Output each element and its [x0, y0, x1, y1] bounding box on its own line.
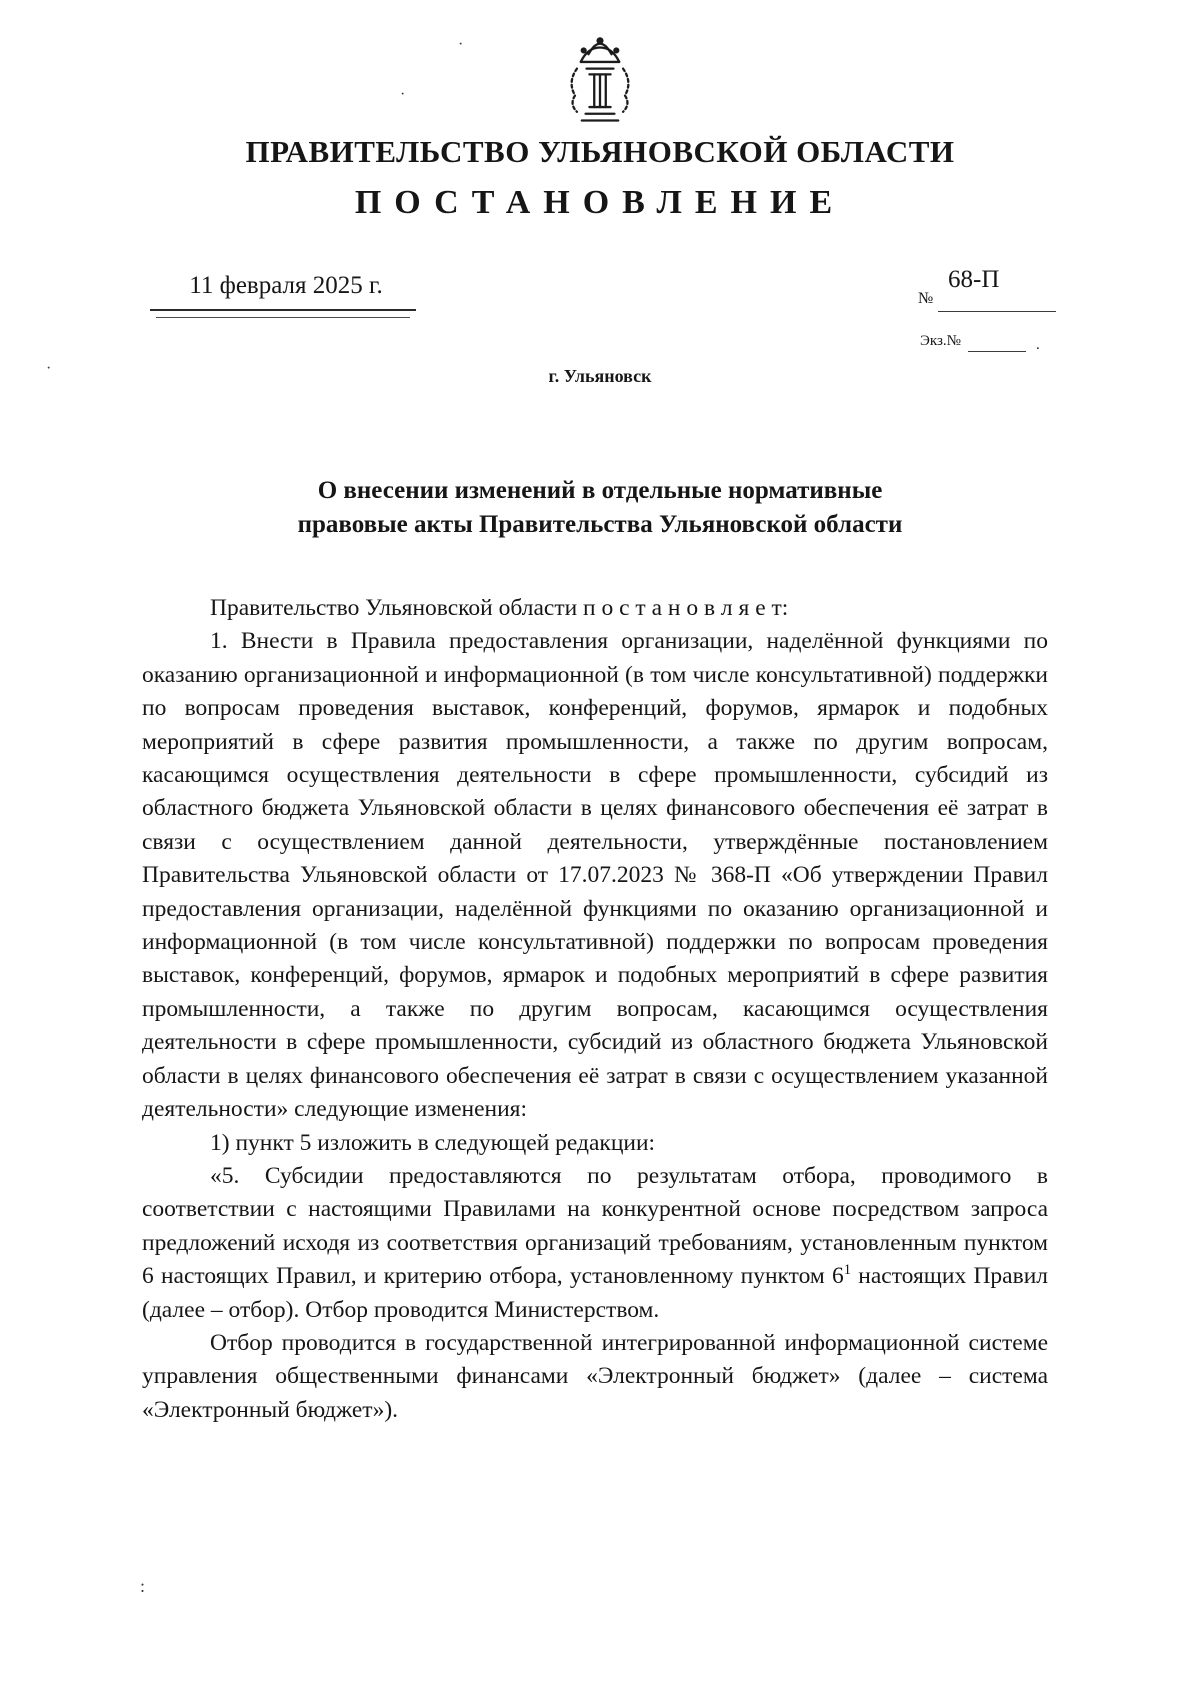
document-number-value: 68-П	[948, 266, 1000, 293]
scan-artifact-dot: ·	[46, 360, 52, 377]
date-underline-secondary	[156, 317, 410, 318]
scan-artifact-colon: :	[140, 1576, 146, 1596]
clause-5-text-start: «5. Субсидии предоставляются по результатам отбора, проводимого в соответствии с настоящими Правилами на конкурентной основе посредством запроса предложений исходя из соответствия организаций требованиям, установленным пунктом 6 настоящих Правил, и критерию отбора, установленному пунктом 6	[142, 1162, 1048, 1290]
clause-5-text-end: настоящих Правил (далее – отбор). Отбор проводится Министерством.	[142, 1263, 1048, 1323]
organization-name: ПРАВИТЕЛЬСТВО УЛЬЯНОВСКОЙ ОБЛАСТИ	[245, 134, 955, 169]
document-type-heading: ПОСТАНОВЛЕНИЕ	[354, 184, 846, 221]
clause-5-superscript: 1	[843, 1262, 852, 1279]
copy-number-label: Экз.№	[920, 333, 961, 349]
copy-number-dot: .	[1036, 337, 1040, 353]
copy-number-underline	[968, 351, 1026, 352]
scan-artifact-dot: ·	[458, 36, 464, 53]
document-date: 11 февраля 2025 г.	[189, 272, 383, 299]
document-title-line1: О внесении изменений в отдельные нормативные	[317, 477, 883, 504]
document-body	[142, 592, 1048, 1427]
coat-of-arms-icon	[550, 36, 650, 132]
city-label: г. Ульяновск	[548, 366, 652, 386]
document-title	[0, 474, 1200, 542]
paragraph-resolves: Правительство Ульяновской области п о с т а н о в л я е т:	[210, 595, 789, 621]
number-underline	[938, 311, 1056, 312]
scan-artifact-dot: ·	[400, 86, 406, 103]
paragraph-electronic-budget: Отбор проводится в государственной интегрированной информационной системе управления общественными финансами «Электронный бюджет» (далее – система «Электронный бюджет»).	[142, 1329, 1048, 1423]
paragraph-amendment-intro: 1. Внести в Правила предоставления организации, наделённой функциями по оказанию организационной и информационной (в том числе консультативной) поддержки по вопросам проведения выставок, конференций, форумов, ярмарок и подобных мероприятий в сфере развития промышленности, а также по другим вопросам, касающимся осуществления деятельности в сфере промышленности, субсидий из областного бюджета Ульяновской области в целях финансового обеспечения её затрат в связи с осуществлением данной деятельности, утверждённые постановлением Правительства Ульяновской области от 17.07.2023 № 368-П «Об утверждении Правил предоставления организации, наделённой функциями по оказанию организационной и информационной (в том числе консультативной) поддержки по вопросам проведения выставок, конференций, форумов, ярмарок и подобных мероприятий в сфере развития промышленности, а также по другим вопросам, касающимся осуществления деятельности в сфере промышленности, субсидий из областного бюджета Ульяновской области в целях финансового обеспечения её затрат в связи с осуществлением указанной деятельности» следующие изменения:	[142, 628, 1048, 1123]
paragraph-clause-5	[142, 1160, 1048, 1327]
document-title-line2: правовые акты Правительства Ульяновской области	[297, 511, 903, 538]
paragraph-item-1: 1) пункт 5 изложить в следующей редакции:	[210, 1129, 656, 1156]
document-number-label: №	[918, 290, 934, 307]
date-underline	[150, 309, 416, 311]
